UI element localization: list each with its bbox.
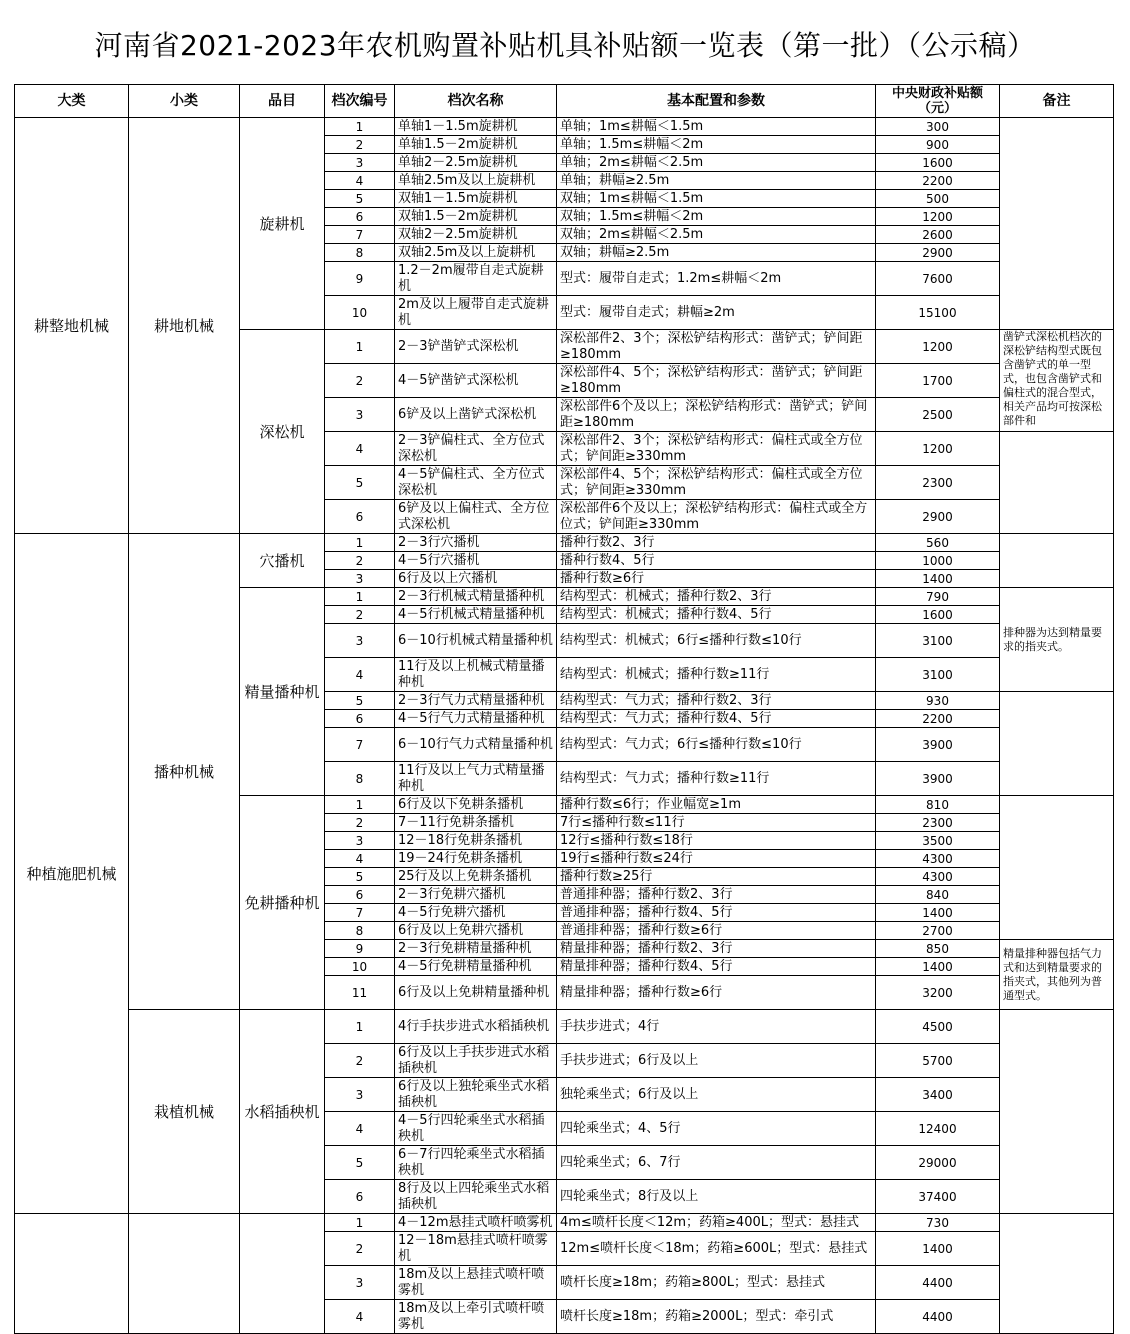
grade-number: 1	[325, 1010, 395, 1044]
spec-cell: 普通排种器；播种行数2、3行	[557, 886, 876, 904]
subsidy-amount: 1600	[876, 154, 1000, 172]
grade-name: 4－5行免耕精量播种机	[395, 958, 557, 976]
grade-number: 9	[325, 262, 395, 296]
grade-number: 4	[325, 172, 395, 190]
spec-cell: 12m≤喷杆长度＜18m；药箱≥600L；型式：悬挂式	[557, 1232, 876, 1266]
header-cell: 档次名称	[395, 85, 557, 118]
grade-number: 5	[325, 190, 395, 208]
grade-number: 2	[325, 1232, 395, 1266]
grade-name: 4－5铲偏柱式、全方位式深松机	[395, 466, 557, 500]
spec-cell: 播种行数≥25行	[557, 868, 876, 886]
grade-name: 12－18行免耕条播机	[395, 832, 557, 850]
grade-number: 2	[325, 1044, 395, 1078]
grade-number: 1	[325, 534, 395, 552]
subsidy-amount: 840	[876, 886, 1000, 904]
remark-cell	[1000, 1214, 1114, 1334]
subsidy-amount: 2900	[876, 244, 1000, 262]
grade-name: 单轴2.5m及以上旋耕机	[395, 172, 557, 190]
spec-cell: 普通排种器；播种行数≥6行	[557, 922, 876, 940]
spec-cell: 喷杆长度≥18m；药箱≥800L；型式：悬挂式	[557, 1266, 876, 1300]
spec-cell: 播种行数≥6行	[557, 570, 876, 588]
subsidy-amount: 3500	[876, 832, 1000, 850]
subsidy-amount: 2900	[876, 500, 1000, 534]
item-cell: 穴播机	[240, 534, 325, 588]
grade-name: 2－3行免耕精量播种机	[395, 940, 557, 958]
subsidy-amount: 3900	[876, 728, 1000, 762]
subsidy-amount: 1400	[876, 1232, 1000, 1266]
grade-number: 5	[325, 1146, 395, 1180]
spec-cell: 四轮乘坐式；8行及以上	[557, 1180, 876, 1214]
grade-name: 1.2－2m履带自走式旋耕机	[395, 262, 557, 296]
spec-cell: 19行≤播种行数≤24行	[557, 850, 876, 868]
grade-number: 4	[325, 1300, 395, 1334]
spec-cell: 单轴；1m≤耕幅＜1.5m	[557, 118, 876, 136]
spec-cell: 结构型式：机械式；播种行数≥11行	[557, 658, 876, 692]
subsidy-amount: 4400	[876, 1266, 1000, 1300]
grade-number: 2	[325, 136, 395, 154]
grade-number: 4	[325, 1112, 395, 1146]
subsidy-amount: 560	[876, 534, 1000, 552]
subsidy-amount: 3900	[876, 762, 1000, 796]
spec-cell: 深松部件6个及以上；深松铲结构形式：偏柱式或全方位式；铲间距≥330mm	[557, 500, 876, 534]
grade-number: 3	[325, 398, 395, 432]
header-cell: 小类	[129, 85, 240, 118]
grade-name: 双轴2.5m及以上旋耕机	[395, 244, 557, 262]
subsidy-amount: 3100	[876, 624, 1000, 658]
subsidy-amount: 730	[876, 1214, 1000, 1232]
spec-cell: 双轴；1.5m≤耕幅＜2m	[557, 208, 876, 226]
remark-cell	[1000, 534, 1114, 588]
grade-number: 4	[325, 658, 395, 692]
spec-cell: 结构型式：机械式；播种行数2、3行	[557, 588, 876, 606]
grade-number: 5	[325, 692, 395, 710]
subsidy-amount: 1400	[876, 958, 1000, 976]
spec-cell: 结构型式：气力式；播种行数≥11行	[557, 762, 876, 796]
spec-cell: 型式：履带自走式；耕幅≥2m	[557, 296, 876, 330]
subsidy-amount: 4400	[876, 1300, 1000, 1334]
subsidy-amount: 1700	[876, 364, 1000, 398]
spec-cell: 结构型式：机械式；6行≤播种行数≤10行	[557, 624, 876, 658]
grade-name: 双轴1.5－2m旋耕机	[395, 208, 557, 226]
spec-cell: 手扶步进式；4行	[557, 1010, 876, 1044]
grade-number: 3	[325, 624, 395, 658]
header-cell: 基本配置和参数	[557, 85, 876, 118]
grade-number: 7	[325, 904, 395, 922]
subsidy-amount: 2200	[876, 172, 1000, 190]
subsidy-amount: 930	[876, 692, 1000, 710]
grade-name: 4－5行四轮乘坐式水稻插秧机	[395, 1112, 557, 1146]
spec-cell: 结构型式：气力式；播种行数4、5行	[557, 710, 876, 728]
spec-cell: 播种行数2、3行	[557, 534, 876, 552]
header-cell: 档次编号	[325, 85, 395, 118]
grade-number: 3	[325, 570, 395, 588]
grade-name: 6－7行四轮乘坐式水稻插秧机	[395, 1146, 557, 1180]
header-cell: 品目	[240, 85, 325, 118]
grade-number: 5	[325, 466, 395, 500]
spec-cell: 播种行数≤6行；作业幅宽≥1m	[557, 796, 876, 814]
remark-text: 凿铲式深松机档次的深松铲结构型式既包含凿铲式的单一型式，也包含凿铲式和偏柱式的混合型式，相关产品均可按深松部件和	[1003, 330, 1102, 427]
grade-name: 2－3铲凿铲式深松机	[395, 330, 557, 364]
header-row	[15, 85, 1114, 118]
header-cell: 中央财政补贴额（元）	[876, 85, 1000, 118]
spec-cell: 独轮乘坐式；6行及以上	[557, 1078, 876, 1112]
subsidy-amount: 5700	[876, 1044, 1000, 1078]
grade-name: 18m及以上悬挂式喷杆喷雾机	[395, 1266, 557, 1300]
grade-number: 7	[325, 728, 395, 762]
grade-name: 6行及以上独轮乘坐式水稻插秧机	[395, 1078, 557, 1112]
grade-number: 9	[325, 940, 395, 958]
subsidy-amount: 2700	[876, 922, 1000, 940]
grade-name: 6铲及以上凿铲式深松机	[395, 398, 557, 432]
grade-number: 1	[325, 330, 395, 364]
grade-number: 7	[325, 226, 395, 244]
subsidy-amount: 2500	[876, 398, 1000, 432]
grade-name: 6－10行机械式精量播种机	[395, 624, 557, 658]
spec-cell: 单轴；1.5m≤耕幅＜2m	[557, 136, 876, 154]
table-row	[15, 534, 1114, 552]
item-cell: 精量播种机	[240, 588, 325, 796]
spec-cell: 双轴；1m≤耕幅＜1.5m	[557, 190, 876, 208]
spec-cell: 深松部件4、5个；深松铲结构形式：凿铲式；铲间距≥180mm	[557, 364, 876, 398]
subsidy-amount: 12400	[876, 1112, 1000, 1146]
subsidy-amount: 2300	[876, 814, 1000, 832]
spec-cell: 手扶步进式；6行及以上	[557, 1044, 876, 1078]
spec-cell: 播种行数4、5行	[557, 552, 876, 570]
spec-cell: 深松部件2、3个；深松铲结构形式：偏柱式或全方位式；铲间距≥330mm	[557, 432, 876, 466]
subsidy-table	[14, 84, 1114, 1334]
grade-number: 4	[325, 432, 395, 466]
spec-cell: 结构型式：气力式；6行≤播种行数≤10行	[557, 728, 876, 762]
remark-text: 排种器为达到精量要求的指夹式。	[1003, 625, 1102, 653]
subcategory-cell: 栽植机械	[129, 1010, 240, 1214]
grade-name: 8行及以上四轮乘坐式水稻插秧机	[395, 1180, 557, 1214]
subsidy-amount: 29000	[876, 1146, 1000, 1180]
grade-name: 6行及以上免耕穴播机	[395, 922, 557, 940]
subsidy-amount: 850	[876, 940, 1000, 958]
subsidy-amount: 810	[876, 796, 1000, 814]
subsidy-amount: 2300	[876, 466, 1000, 500]
grade-number: 10	[325, 296, 395, 330]
grade-number: 8	[325, 762, 395, 796]
spec-cell: 四轮乘坐式；4、5行	[557, 1112, 876, 1146]
grade-name: 单轴1－1.5m旋耕机	[395, 118, 557, 136]
table-row	[15, 1010, 1114, 1044]
spec-cell: 精量排种器；播种行数2、3行	[557, 940, 876, 958]
subsidy-amount: 3100	[876, 658, 1000, 692]
subsidy-amount: 1400	[876, 904, 1000, 922]
spec-cell: 四轮乘坐式；6、7行	[557, 1146, 876, 1180]
grade-name: 双轴1－1.5m旋耕机	[395, 190, 557, 208]
subsidy-amount: 1200	[876, 330, 1000, 364]
category-cell: 耕整地机械	[15, 118, 129, 534]
subsidy-amount: 900	[876, 136, 1000, 154]
remark-cell	[1000, 588, 1114, 692]
grade-name: 2－3行穴播机	[395, 534, 557, 552]
subsidy-amount: 15100	[876, 296, 1000, 330]
grade-number: 3	[325, 154, 395, 172]
item-cell: 免耕播种机	[240, 796, 325, 1010]
subsidy-amount: 1600	[876, 606, 1000, 624]
subsidy-amount: 790	[876, 588, 1000, 606]
spec-cell: 结构型式：机械式；播种行数4、5行	[557, 606, 876, 624]
category-cell	[15, 1214, 129, 1334]
grade-number: 6	[325, 500, 395, 534]
grade-name: 25行及以上免耕条播机	[395, 868, 557, 886]
grade-number: 2	[325, 814, 395, 832]
subsidy-amount: 37400	[876, 1180, 1000, 1214]
spec-cell: 7行≤播种行数≤11行	[557, 814, 876, 832]
grade-name: 4行手扶步进式水稻插秧机	[395, 1010, 557, 1044]
spec-cell: 精量排种器；播种行数≥6行	[557, 976, 876, 1010]
grade-number: 1	[325, 588, 395, 606]
grade-number: 11	[325, 976, 395, 1010]
subsidy-amount: 2600	[876, 226, 1000, 244]
grade-number: 2	[325, 552, 395, 570]
grade-name: 2－3行气力式精量播种机	[395, 692, 557, 710]
grade-number: 1	[325, 796, 395, 814]
subsidy-amount: 4300	[876, 850, 1000, 868]
category-cell: 种植施肥机械	[15, 534, 129, 1214]
subcategory-cell: 播种机械	[129, 534, 240, 1010]
spec-cell: 单轴；耕幅≥2.5m	[557, 172, 876, 190]
grade-name: 18m及以上牵引式喷杆喷雾机	[395, 1300, 557, 1334]
item-cell	[240, 1214, 325, 1334]
spec-cell: 精量排种器；播种行数4、5行	[557, 958, 876, 976]
grade-name: 单轴2－2.5m旋耕机	[395, 154, 557, 172]
remark-cell	[1000, 940, 1114, 1010]
header-cell: 备注	[1000, 85, 1114, 118]
grade-name: 单轴1.5－2m旋耕机	[395, 136, 557, 154]
grade-number: 4	[325, 850, 395, 868]
grade-name: 6行及以上手扶步进式水稻插秧机	[395, 1044, 557, 1078]
subcategory-cell	[129, 1214, 240, 1334]
subsidy-amount: 1200	[876, 432, 1000, 466]
grade-name: 11行及以上机械式精量播种机	[395, 658, 557, 692]
grade-name: 6－10行气力式精量播种机	[395, 728, 557, 762]
grade-number: 6	[325, 886, 395, 904]
grade-name: 2－3行机械式精量播种机	[395, 588, 557, 606]
grade-number: 6	[325, 710, 395, 728]
grade-name: 11行及以上气力式精量播种机	[395, 762, 557, 796]
grade-number: 6	[325, 1180, 395, 1214]
subsidy-amount: 1000	[876, 552, 1000, 570]
grade-name: 2m及以上履带自走式旋耕机	[395, 296, 557, 330]
grade-number: 3	[325, 1266, 395, 1300]
remark-cell	[1000, 118, 1114, 330]
grade-name: 2－3行免耕穴播机	[395, 886, 557, 904]
grade-number: 6	[325, 208, 395, 226]
item-cell: 深松机	[240, 330, 325, 534]
spec-cell: 12行≤播种行数≤18行	[557, 832, 876, 850]
grade-name: 6行及以下免耕条播机	[395, 796, 557, 814]
spec-cell: 4m≤喷杆长度＜12m；药箱≥400L；型式：悬挂式	[557, 1214, 876, 1232]
subsidy-amount: 3200	[876, 976, 1000, 1010]
subsidy-amount: 7600	[876, 262, 1000, 296]
remark-text: 精量排种器包括气力式和达到精量要求的指夹式，其他列为普通型式。	[1003, 946, 1102, 1002]
grade-number: 1	[325, 118, 395, 136]
grade-name: 6铲及以上偏柱式、全方位式深松机	[395, 500, 557, 534]
subsidy-amount: 2200	[876, 710, 1000, 728]
spec-cell: 双轴；2m≤耕幅＜2.5m	[557, 226, 876, 244]
grade-name: 4－5行气力式精量播种机	[395, 710, 557, 728]
item-cell: 旋耕机	[240, 118, 325, 330]
grade-number: 10	[325, 958, 395, 976]
subsidy-amount: 300	[876, 118, 1000, 136]
subsidy-amount: 500	[876, 190, 1000, 208]
spec-cell: 普通排种器；播种行数4、5行	[557, 904, 876, 922]
remark-cell	[1000, 1010, 1114, 1214]
grade-number: 3	[325, 1078, 395, 1112]
grade-number: 5	[325, 868, 395, 886]
remark-cell	[1000, 692, 1114, 796]
header-cell: 大类	[15, 85, 129, 118]
subsidy-amount: 4500	[876, 1010, 1000, 1044]
grade-name: 4－5铲凿铲式深松机	[395, 364, 557, 398]
table-row	[15, 1214, 1114, 1232]
grade-number: 2	[325, 364, 395, 398]
grade-name: 4－5行机械式精量播种机	[395, 606, 557, 624]
spec-cell: 结构型式：气力式；播种行数2、3行	[557, 692, 876, 710]
spec-cell: 深松部件6个及以上；深松铲结构形式：凿铲式；铲间距≥180mm	[557, 398, 876, 432]
table-row	[15, 118, 1114, 136]
grade-number: 3	[325, 832, 395, 850]
subsidy-amount: 4300	[876, 868, 1000, 886]
grade-name: 4－12m悬挂式喷杆喷雾机	[395, 1214, 557, 1232]
spec-cell: 深松部件2、3个；深松铲结构形式：凿铲式；铲间距≥180mm	[557, 330, 876, 364]
remark-cell	[1000, 432, 1114, 534]
grade-name: 2－3铲偏柱式、全方位式深松机	[395, 432, 557, 466]
spec-cell: 单轴；2m≤耕幅＜2.5m	[557, 154, 876, 172]
subsidy-amount: 3400	[876, 1078, 1000, 1112]
grade-name: 12－18m悬挂式喷杆喷雾机	[395, 1232, 557, 1266]
grade-name: 6行及以上免耕精量播种机	[395, 976, 557, 1010]
grade-name: 双轴2－2.5m旋耕机	[395, 226, 557, 244]
subsidy-amount: 1400	[876, 570, 1000, 588]
spec-cell: 双轴；耕幅≥2.5m	[557, 244, 876, 262]
grade-number: 8	[325, 244, 395, 262]
grade-name: 6行及以上穴播机	[395, 570, 557, 588]
spec-cell: 深松部件4、5个；深松铲结构形式：偏柱式或全方位式；铲间距≥330mm	[557, 466, 876, 500]
grade-name: 4－5行穴播机	[395, 552, 557, 570]
grade-number: 8	[325, 922, 395, 940]
subcategory-cell: 耕地机械	[129, 118, 240, 534]
remark-cell	[1000, 330, 1114, 432]
grade-number: 1	[325, 1214, 395, 1232]
spec-cell: 型式：履带自走式；1.2m≤耕幅＜2m	[557, 262, 876, 296]
grade-name: 4－5行免耕穴播机	[395, 904, 557, 922]
grade-name: 7－11行免耕条播机	[395, 814, 557, 832]
remark-cell	[1000, 796, 1114, 940]
subsidy-amount: 1200	[876, 208, 1000, 226]
spec-cell: 喷杆长度≥18m；药箱≥2000L；型式：牵引式	[557, 1300, 876, 1334]
page-title: 河南省2021-2023年农机购置补贴机具补贴额一览表（第一批）（公示稿）	[94, 29, 1036, 62]
item-cell: 水稻插秧机	[240, 1010, 325, 1214]
grade-name: 19－24行免耕条播机	[395, 850, 557, 868]
grade-number: 2	[325, 606, 395, 624]
